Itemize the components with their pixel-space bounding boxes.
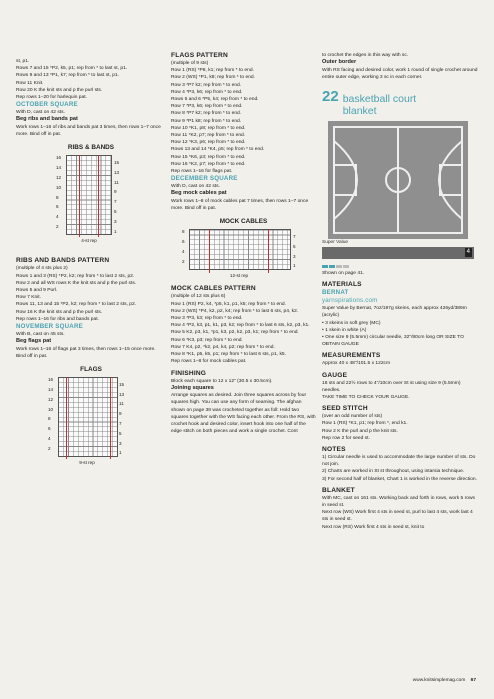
- text-line: Row 9 *P1 k8; rep from * to end.: [171, 118, 242, 124]
- ribs-chart-title: RIBS & BANDS: [67, 144, 115, 152]
- text-line: Rep rows 1–16 for ribs and bands pat.: [16, 316, 99, 322]
- basketball-court-image: [328, 121, 468, 239]
- text-line: Row 4 *P2, k3, p1, k1, p3, k2; rep from * to last 6 sts, k2, p3, k1.: [171, 323, 310, 329]
- november-text: [16, 331, 166, 338]
- seed-heading: SEED STITCH: [322, 405, 368, 413]
- difficulty-bars: [322, 265, 480, 268]
- chart-row-number: 2: [56, 224, 59, 230]
- chart-row-number: 4: [182, 249, 185, 255]
- chart-row-number: 14: [56, 165, 62, 171]
- chart-row-number: 7: [293, 233, 296, 239]
- chart-row-number: 8: [48, 416, 51, 422]
- flags-rep-line-right: [110, 377, 111, 459]
- yarn-weight-badge: 4: [465, 248, 472, 257]
- text-line: Next row (RS) Work first 4 sts in seed st, knit to: [322, 524, 425, 530]
- mock-rep-line-right: [268, 229, 269, 273]
- text-line: With B, cast on 45 sts.: [16, 332, 65, 338]
- text-line: (multiple of 9 sts): [171, 61, 209, 66]
- october-heading: OCTOBER SQUARE: [16, 101, 78, 109]
- text-line: (multiple of 4 sts plus 2): [16, 266, 68, 272]
- text-line: • 1 skein in white (A): [322, 327, 367, 333]
- text-line: Row 1 (RS) P2, k4, *p5, k1, p1, k5; rep from * to end.: [171, 301, 286, 307]
- text-line: Rep rows 1–8 for mock cables pat.: [171, 359, 247, 365]
- footer: [413, 678, 476, 683]
- blanket-heading: BLANKET: [322, 486, 355, 494]
- flags-rep-label: 9-st rep: [79, 460, 95, 466]
- november-heading: NOVEMBER SQUARE: [16, 323, 83, 331]
- ribs-rep-line-left: [79, 155, 80, 237]
- chart-row-number: 16: [48, 377, 54, 383]
- text-line: Row 10 *K1, p8; rep from * to end.: [171, 125, 246, 131]
- text-line: Row 1 (RS) *P8, k1; rep from * to end.: [171, 68, 254, 74]
- column-2: [171, 52, 316, 435]
- outer-border-text: [322, 67, 480, 81]
- december-sub: Beg mock cables pat: [171, 190, 227, 197]
- text-line: (over an odd number of sts): [322, 414, 383, 420]
- mock-pattern-text: [171, 293, 316, 365]
- chart-row-number: 6: [56, 204, 59, 210]
- text-line: Rows 13 and 14 *K4, p5; rep from * to end.: [171, 147, 265, 153]
- text-line: Row 1 (RS) *K1, p1; rep from *, end k1.: [322, 421, 408, 427]
- footer-site: www.knitsimplemag.com: [412, 678, 466, 683]
- text-line: Rep rows 1–20 for harlequin pat.: [16, 95, 87, 101]
- text-line: TAKE TIME TO CHECK YOUR GAUGE.: [322, 395, 410, 401]
- flags-pattern-heading: FLAGS PATTERN: [171, 52, 228, 59]
- text-line: Rows 5 and 6 *P5, k4; rep from * to end.: [171, 97, 259, 103]
- joining-sub: Joining squares: [171, 384, 214, 391]
- materials-heading: MATERIALS: [322, 281, 362, 289]
- text-line: Row 3 *P7 k2; rep from * to end.: [171, 82, 242, 88]
- text-line: • One size 9 (5.5mm) circular needle, 32"/80cm long OR SIZE TO OBTAIN GAUGE: [322, 335, 464, 348]
- gauge-text: [322, 380, 480, 402]
- brand-name: BERNAT: [322, 289, 349, 297]
- text-line: Row 20 K the knit sts and p the purl sts.: [16, 87, 103, 93]
- text-line: to crochet the edges in this way with sc.: [322, 53, 409, 58]
- text-line: Rows 5 and 9 Purl.: [16, 288, 58, 294]
- column-3: [322, 52, 480, 531]
- chart-row-number: 13: [119, 391, 125, 397]
- measurements-heading: MEASUREMENTS: [322, 352, 381, 360]
- seed-text: [322, 413, 480, 442]
- text-line: Row 2 and all WS rows K the knit sts and p the purl sts.: [16, 280, 137, 286]
- text-line: Approx 40 x 48"/101.5 x 122cm: [322, 361, 391, 367]
- text-line: With D, cast on 42 sts.: [171, 184, 220, 190]
- column-1: [16, 58, 166, 467]
- text-line: Work rows 1–8 of mock cables pat 7 times, then rows 1–7 once more. Bind off in pat.: [171, 198, 309, 212]
- flags-grid: [58, 377, 118, 457]
- text-line: Row 11 Knit.: [16, 80, 44, 86]
- notes-text: [322, 454, 480, 483]
- text-line: Work rows 1–16 of flags pat 3 times, then rows 1–15 once more. Bind off in pat.: [16, 346, 156, 359]
- mock-pattern-heading: MOCK CABLES PATTERN: [171, 285, 256, 293]
- november-sub: Beg flags pat: [16, 338, 52, 345]
- page-number: 67: [470, 678, 476, 683]
- text-line: Row 2 (WS) *P4, k2, p2, k4; rep from * to last 6 sts, p4, k2.: [171, 308, 299, 314]
- october-more: [16, 124, 166, 138]
- text-line: 1) Circular needle is used to accommodate the large number of sts. Do not join.: [322, 455, 476, 468]
- intro-text: [16, 58, 166, 101]
- joining-text: [171, 392, 316, 435]
- text-line: Row 16 *K2, p7; rep from * to end.: [171, 161, 246, 167]
- october-sub: Beg ribs and bands pat: [16, 116, 78, 123]
- chart-row-number: 4: [56, 214, 59, 220]
- chart-row-number: 12: [48, 396, 54, 402]
- chart-row-number: 5: [119, 430, 122, 436]
- text-line: Work rows 1–16 of ribs and bands pat 3 times, then rows 1–7 once more. Bind off in pat.: [16, 124, 161, 138]
- yarn-strip: [322, 240, 474, 259]
- text-line: Rows 1 and 3 (RS) *P2, k2; rep from * to last 2 sts, p2.: [16, 273, 135, 279]
- text-line: Rep row 2 for seed st.: [322, 435, 370, 441]
- ribs-rep-label: 4-st rep: [81, 238, 97, 244]
- yarn-label: Super Value: [322, 240, 349, 246]
- text-line: Super Value by Bernat, 7oz/197g skeins, each approx 426yd/389m (acrylic): [322, 306, 467, 319]
- chart-row-number: 6: [182, 239, 185, 245]
- finishing-heading: FINISHING: [171, 369, 207, 377]
- court-lines-svg: [328, 121, 468, 239]
- text-line: Row 12 *K3, p6; rep from * to end.: [171, 140, 246, 146]
- flags-chart: [16, 377, 166, 467]
- intro-text-col3: [322, 52, 480, 59]
- chart-row-number: 9: [119, 411, 122, 417]
- flags-pattern-text: [171, 60, 316, 175]
- chart-row-number: 2: [48, 445, 51, 451]
- text-line: Row 6 *K3, p3; rep from * to end.: [171, 337, 243, 343]
- chart-row-number: 2: [182, 258, 185, 264]
- mock-chart: [171, 229, 316, 281]
- chart-row-number: 13: [114, 169, 120, 175]
- text-line: Row 7 Knit.: [16, 295, 42, 301]
- text-line: Next row (WS) Work first 4 sts in seed st, purl to last 4 sts, work last 4 sts in seed st.: [322, 510, 473, 523]
- november-more: [16, 346, 166, 360]
- chart-row-number: 5: [114, 208, 117, 214]
- chart-row-number: 7: [114, 199, 117, 205]
- project-title-block: [322, 88, 480, 118]
- text-line: With RS facing and desired color, work 1 round of single crochet around entire outer edge, working 3 sc in each corner.: [322, 67, 478, 80]
- chart-row-number: 7: [119, 420, 122, 426]
- mock-rep-line-left: [209, 229, 210, 273]
- text-line: Row 3 *P3, k3; rep from * to end.: [171, 316, 243, 322]
- chart-row-number: 1: [114, 228, 117, 234]
- text-line: Row 8 *K1, p5, k5, p1; rep from * to last 6 sts, p1, k5.: [171, 352, 286, 358]
- shown-on: Shown on page 41.: [322, 271, 365, 277]
- text-line: Row 8 *P7 k2; rep from * to end.: [171, 111, 242, 117]
- text-line: Rep rows 1–16 for flags pat.: [171, 169, 233, 175]
- gauge-heading: GAUGE: [322, 371, 348, 379]
- december-text: [171, 183, 316, 190]
- text-line: Row 7 *P3, k6; rep from * to end.: [171, 104, 243, 110]
- chart-row-number: 3: [293, 253, 296, 259]
- text-line: • 3 skeins in soft grey (MC): [322, 320, 381, 326]
- outer-border-sub: Outer border: [322, 59, 357, 66]
- chart-row-number: 5: [293, 243, 296, 249]
- text-line: Rows 7 and 15 *P2, k5, p1; rep from * to last st, p1.: [16, 66, 128, 72]
- text-line: Row 11 *K2, p7; rep from * to end.: [171, 133, 246, 139]
- ribs-chart: [16, 155, 166, 253]
- text-line: Block each square to 12 x 12" (30.5 x 30.5cm).: [171, 378, 273, 384]
- chart-row-number: 16: [56, 155, 62, 161]
- chart-row-number: 8: [56, 194, 59, 200]
- chart-row-number: 11: [114, 179, 119, 185]
- chart-row-number: 12: [56, 175, 62, 181]
- chart-row-number: 14: [48, 387, 54, 393]
- chart-row-number: 1: [293, 263, 296, 269]
- text-line: Rows 9 and 13 *P1, k7; rep from * to last st, p1.: [16, 73, 120, 79]
- finishing-text: [171, 378, 316, 385]
- text-line: 16 sts and 22½ rows to 4"/10cm over St st using size 9 (5.5mm) needles.: [322, 380, 461, 393]
- text-line: Row 2 (WS) *P1, k8; rep from * to end.: [171, 75, 255, 81]
- october-text: [16, 109, 166, 116]
- chart-row-number: 11: [119, 401, 124, 407]
- ribs-pattern-heading: RIBS AND BANDS PATTERN: [16, 257, 110, 265]
- flags-chart-title: FLAGS: [80, 366, 102, 374]
- measurements-text: [322, 360, 480, 367]
- text-line: st, p1.: [16, 59, 30, 64]
- notes-heading: NOTES: [322, 446, 346, 454]
- chart-row-number: 15: [114, 159, 120, 165]
- ribs-rep-line-right: [98, 155, 99, 237]
- text-line: With D, cast on 42 sts.: [16, 110, 65, 116]
- chart-row-number: 10: [56, 184, 62, 190]
- blanket-text: [322, 495, 480, 531]
- mock-chart-title: MOCK CABLES: [219, 218, 268, 226]
- text-line: Arrange squares as desired. Join three squares across by four squares high. You can use any form of seaming. The afghan shown on page 38 was crocheted together as foll: Hold two squares together with the WS facing each other. From the RS, with crochet hook and desired color, insert hook into one half of the edge stitch on both pieces and work a single crochet. Cont: [171, 393, 316, 435]
- materials-text: [322, 305, 480, 348]
- project-number: 22: [322, 88, 339, 106]
- text-line: 2) Charts are worked in St st throughout, using intarsia technique.: [322, 469, 465, 475]
- chart-row-number: 4: [48, 436, 51, 442]
- chart-row-number: 6: [48, 426, 51, 432]
- december-more: [171, 198, 316, 212]
- december-heading: DECEMBER SQUARE: [171, 175, 238, 183]
- ribs-grid: [66, 155, 112, 235]
- text-line: Rows 11, 13 and 15 *P2, k2; rep from * to last 2 sts, p2.: [16, 302, 137, 308]
- chart-row-number: 1: [119, 450, 122, 456]
- text-line: Row 2 K the purl and p the knit sts.: [322, 428, 398, 434]
- text-line: Row 5 K2, p3, k1, *p1, k3, p2, k2, p3, k1; rep from * to end.: [171, 330, 299, 336]
- chart-row-number: 15: [119, 381, 125, 387]
- text-line: Row 15 *K6, p3; rep from * to end.: [171, 154, 246, 160]
- mock-rep-label: 12-st rep: [229, 273, 249, 279]
- chart-row-number: 9: [114, 189, 117, 195]
- project-title: basketball court blanket: [342, 93, 417, 118]
- chart-row-number: 10: [48, 406, 54, 412]
- text-line: (multiple of 12 sts plus 6): [171, 294, 226, 300]
- text-line: 3) For second half of blanket, Chart 1 is worked in the reverse direction.: [322, 476, 477, 482]
- text-line: Row 4 *P3, k6; rep from * to end.: [171, 89, 243, 95]
- chart-row-number: 8: [182, 229, 185, 235]
- text-line: With MC, cast on 161 sts. Working back and forth in rows, work 5 rows in seed st.: [322, 495, 475, 509]
- website: yarnspirations.com: [322, 297, 378, 305]
- text-line: Row 16 K the knit sts and p the purl sts.: [16, 309, 103, 315]
- text-line: Row 7 K4, p2, *k2, p4, k4, p2; rep from * to end.: [171, 344, 275, 350]
- chart-row-number: 3: [114, 218, 117, 224]
- flags-rep-line-left: [66, 377, 67, 459]
- ribs-pattern-text: [16, 265, 166, 323]
- chart-row-number: 3: [119, 440, 122, 446]
- mock-grid: [189, 229, 291, 270]
